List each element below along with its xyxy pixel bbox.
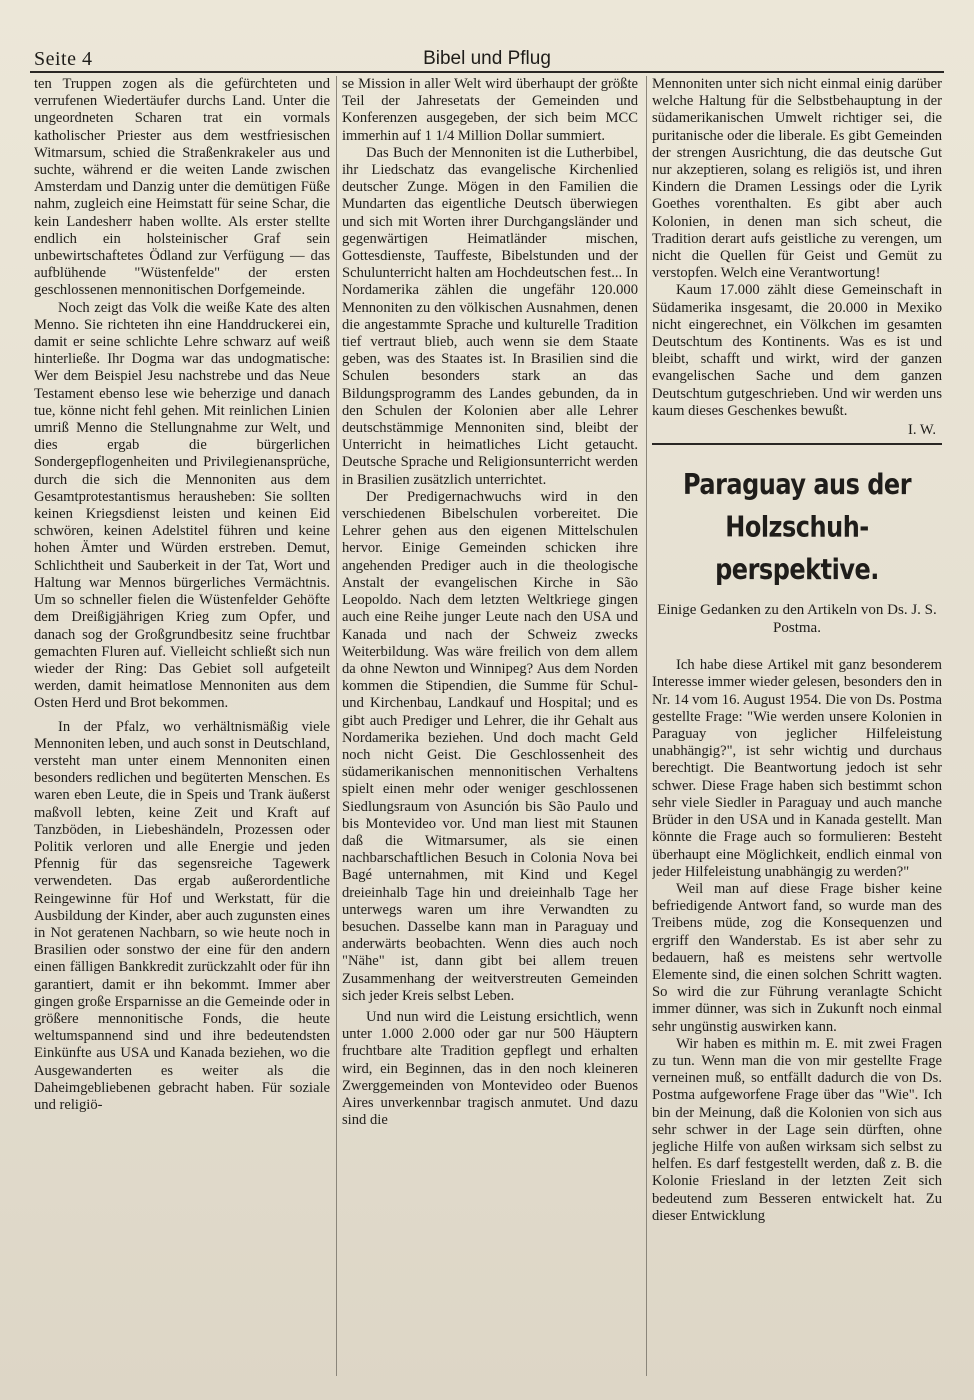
paragraph: Wir haben es mithin m. E. mit zwei Fragen zu tun. Wenn man die von mir gestellte Frage verneinen muß, so entfällt dadurch die von Ds. Postma aufgeworfene Frage über das "Wie". Ich bin der Meinung, daß die Kolonien von sich aus sehr schwer in der Lage sein dürften, ohne jegliche Hilfe von außen wirksam sich selbst zu helfen. Es darf festgestellt werden, daß z. B. die Kolonie Friesland in der letzten Zeit sich bedeutend zum Besseren entwickelt hat. Zu dieser Entwicklung <box>652 1035 942 1224</box>
column-2 <box>342 76 638 1376</box>
paragraph: Der Predigernachwuchs wird in den verschiedenen Bibelschulen vorbereitet. Die Lehrer gehen aus den eigenen Mittelschulen hervor. Einige Gemeinden schicken ihre angehenden Prediger auch in die theologische Anstalt der evangelischen Kirche in São Leopoldo. Nach dem letzten Weltkriege gingen auch eine Reihe junger Leute nach den USA und Kanada und nach der Schweiz zwecks Weiterbildung. Was wäre freilich von dem allem da ohne Newton und Winnipeg? Aus dem Norden kommen die Stipendien, die Summe für Schul- und Kirchenbau, Landkauf und Hospital; und es gibt auch Prediger und Lehrer, die ihr Gehalt aus Nordamerika beziehen. Und doch macht Geld noch nicht Geist. Die Geschlossenheit des südamerikanischen mennonitischen Verhaltens spielt einen mehr oder weniger geschlossenen Siedlungsraum von Asunción bis São Paulo und bis Montevideo vor. Und man liest mit Staunen daß die Witmarsumer, als sie einen nachbarschaftlichen Besuch in Colonia Nova bei Bagé unternahmen, mit Kind und Kegel dreieinhalb Tage hin und dreieinhalb Tage her unterwegs waren um ihre Verwandten zu besuchen. Dasselbe kann man in Paraguay und anderwärts beobachten. Wenn dies auch noch "Nähe" ist, dann gibt bei allem treuen Zusammenhang der weitverstreuten Gemeinden sich jeder Kreis selbst Leben. <box>342 488 638 1004</box>
paragraph: Weil man auf diese Frage bisher keine befriedigende Antwort fand, so wurde man des Treibens müde, zog die Konsequenzen und ergriff den Wanderstab. Es ist aber sehr zu bedauern, haß es meistens sehr wertvolle Elemente sind, die einen solchen Schritt wagten. So wird die zur Führung veranlagte Schicht immer dünner, was sich in Zukunft noch einmal sehr ungünstig auswirken kann. <box>652 880 942 1035</box>
article-title: Paraguay aus der Holzschuh-perspektive. <box>682 468 912 587</box>
column-divider <box>336 76 337 1376</box>
article-subtitle: Einige Gedanken zu den Artikeln von Ds. J. S. Postma. <box>657 602 937 637</box>
paragraph: Das Buch der Mennoniten ist die Lutherbibel, ihr Liedschatz das evangelische Kirchenlied deutscher Zunge. Mögen in den Familien die Mundarten das eigentliche Deutsch überwiegen und sich mit Worten ihrer Durchgangsländer und gegenwärtigen Heimatländer mischen, Gottesdienste, Tauffeste, Bibelstunden und der Schulunterricht halten am Hochdeutschen fest... In Nordamerika zählen die ungefähr 120.000 Mennoniten zu den völkischen Ausnahmen, denen die angestammte Sprache und kulturelle Tradition tief vertraut blieb, auch wenn sie dem Staate geben, was des Staates ist. In Brasilien sind die Schulen besonders stark an das Bildungsprogramm des Landes gebunden, da in den Schulen der Kolonien aber alle Lehrer deutschstämmige Mennoniten sind, bleibt der Unterricht in heimatliches Licht getaucht. Deutsche Sprache und Religionsunterricht werden in Brasilien zusätzlich unterrichtet. <box>342 144 638 488</box>
paragraph: se Mission in aller Welt wird überhaupt der größte Teil der Jahresetats der Gemeinden und Konferenzen ausgegeben, der sich beim MCC immerhin auf 1 1/4 Million Dollar summiert. <box>342 76 638 144</box>
paragraph: ten Truppen zogen als die gefürchteten und verrufenen Wiedertäufer durchs Land. Unter die ungeordneten Scharen trat ein vormals katholischer Priester aus dem westfriesischen Witmarsum, schied die Straßenkrakeler aus und suchte, während er die weiten Lande zwischen Amsterdam und Danzig unter die demütigen Füße nahm, zugleich eine Heimstatt für seine Schar, die kein Landesherr haben wollte. Als erster stellte endlich ein holsteinischer Graf sein unbewirtschaftetes Ödland zur Verfügung — das aufblühende "Wüstenfelde" der ersten geschlossenen mennonitischen Dorfgemeinde. <box>34 76 330 299</box>
page-number: Seite 4 <box>34 48 93 70</box>
paragraph: Kaum 17.000 zählt diese Gemeinschaft in Südamerika insgesamt, die 20.000 in Mexiko nicht eingerechnet, ein Völkchen im gesamten Deutschtum des Kontinents. Was es ist und bleibt, schafft und wirkt, wird der ganzen evangelischen Sache und dem ganzen Deutschtum gutgeschrieben. Und wir werden uns kaum dieses Geschenkes bewußt. <box>652 282 942 419</box>
column-3 <box>652 76 942 1376</box>
column-1 <box>34 76 330 1376</box>
paragraph: Noch zeigt das Volk die weiße Kate des alten Menno. Sie richteten ihn eine Handdruckerei ein, damit er seine schlichte Lehre schwarz auf weiß hinterließe. Ihr Dogma war das undogmatische: Wer dem Beispiel Jesu nachstrebe und das Neue Testament ebenso lese wie beherzige und danach tue, könne nicht fehl gehen. Mit reinlichen Linien umriß Menno die Stellungnahme zur Welt, und dies ergab die bürgerlichen Sondergepflogenheiten und Privilegienansprüche, durch die sich die Mennoniten aus dem Gesamtprotestantismus herausheben: Sie sollten keinen Kriegsdienst leisten und keinen Eid schwören, keinen Adelstitel führen und keine hohen Ämter und Würden erstreben. Demut, Schlichtheit und Sauberkeit in der Tat, Wort und Haltung war Mennos bürgerliches Vermächtnis. Um so schneller fielen die Wüstenfelder Gehöfte dem Dreißigjährigen Krieg zum Opfer, und danach sog der Großgrundbesitz seine fruchtbar gemachten Fluren auf. Vielleicht schließt sich nun wieder der Ring: Das Gebiet soll aufgeteilt werden, damit heimatlose Mennoniten aus dem Osten Herd und Brot bekommen. <box>34 299 330 712</box>
header-rule <box>30 71 944 73</box>
publication-title: Bibel und Pflug <box>423 48 551 69</box>
paragraph: Mennoniten unter sich nicht einmal einig darüber welche Haltung für die Selbstbehauptung in der südamerikanischen Umwelt richtiger sei, die puritanische oder die liberale. Es gibt Gemeinden der strengen Ausrichtung, die das deutsche Gut nur akzeptieren, solang es religiös ist, und ihren Kindern die Dramen Lessings oder die Lyrik Goethes vorenthalten. Es gibt aber auch Kolonien, in denen man sich scheut, die Tradition derart aufs geistliche zu verengen, um nicht die Quellen für Geist und Gemüt zu verstopfen. Welch eine Verantwortung! <box>652 76 942 282</box>
paragraph: In der Pfalz, wo verhältnismäßig viele Mennoniten leben, und auch sonst in Deutschland, versteht man unter einem Mennoniten einen besonders redlichen und begüterten Menschen. Es waren eben Leute, die in Speis und Trank äußerst maßvoll lebten, keine Zeit und Kraft auf Tanzböden, in Liebeshändeln, Prozessen oder Politik verloren und alle Energie und jeden Pfennig für das segensreiche Tagewerk verwendeten. Das ergab außerordentliche Reingewinne für Hof und Werkstatt, für die Ausbildung der Kinder, aber auch zugunsten eines in Not geratenen Nachbarn, so wie heute noch in Brasilien oder sonstwo der eine für den andern einen fälligen Bankkredit zurückzahlt oder für ihn garantiert, damit er ihn bekommt. Immer aber gingen große Ersparnisse an die Gemeinde oder in größere mennonitische Fonds, die heute weltumspannend sind und ihre bedeutendsten Einkünfte aus USA und Kanada beziehen, wo die Ausgewanderten es weiter als die Daheimgebliebenen gebracht haben. Für soziale und religiö- <box>34 718 330 1113</box>
author-signature: I. W. <box>908 422 936 439</box>
paragraph: Ich habe diese Artikel mit ganz besonderem Interesse immer wieder gelesen, besonders den in Nr. 14 vom 16. August 1954. Die von Ds. Postma gestellte Frage: "Wie werden unsere Kolonien in Paraguay von jeglicher Hilfeleistung unabhängig?", ist sehr wichtig und durchaus berechtigt. Die Beantwortung jedoch ist sehr schwer. Diese Frage haben sich bestimmt schon sehr viele Siedler in Paraguay und auch manche Brüder in den USA und in Kanada gestellt. Man könnte die Frage auch so formulieren: Besteht überhaupt eine Möglichkeit, endlich einmal von jeder Hilfeleistung unabhängig zu werden?" <box>652 657 942 880</box>
article-separator <box>652 443 942 445</box>
paragraph: Und nun wird die Leistung ersichtlich, wenn unter 1.000 2.000 oder gar nur 500 Häuptern fruchtbare alte Tradition gepflegt und erhalten wird, ein Beginnen, das in den noch kleineren Zwerggemeinden von Montevideo oder Buenos Aires unverkennbar tragisch anmutet. Und dazu sind die <box>342 1008 638 1129</box>
column-divider <box>646 76 647 1376</box>
